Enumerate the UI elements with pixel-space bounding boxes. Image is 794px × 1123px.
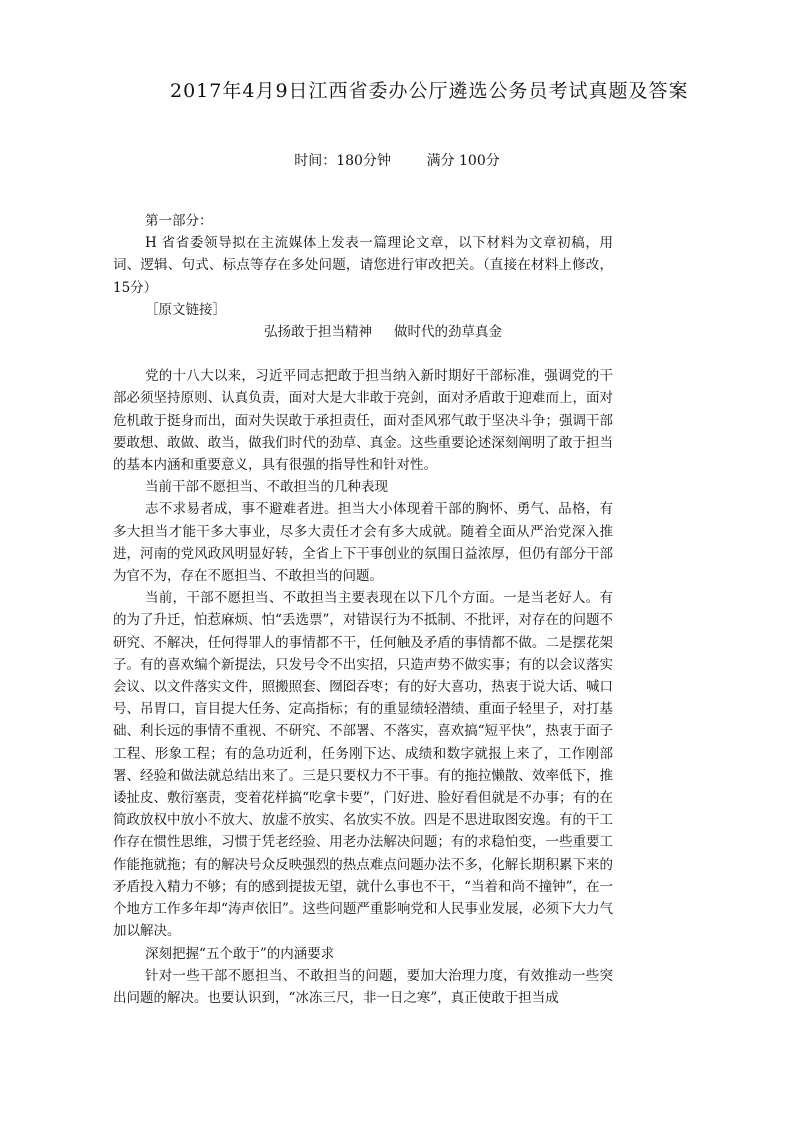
article-paragraph: 党的十八大以来，习近平同志把敢于担当纳入新时期好干部标准，强调党的干部必须坚持原则、认真负责，面对大是大非敢于亮剑，面对矛盾敢于迎难而上，面对危机敢于挺身而出，面对失误敢于承担责任，面对歪风邪气敢于坚决斗争；强调干部要敢想、敢做、敢当，做我们时代的劲草、真金。这些重要论述深刻阐明了敢于担当的基本内涵和重要意义，具有很强的指导性和针对性。 bbox=[113, 368, 613, 474]
article-paragraph: 志不求易者成，事不避难者进。担当大小体现着干部的胸怀、勇气、品格，有多大担当才能干多大事业，尽多大责任才会有多大成就。随着全面从严治党深入推进，河南的党风政风明显好转，全省上下干事创业的氛围日益浓厚，但仍有部分干部为官不为，存在不愿担当、不敢担当的问题。 bbox=[113, 501, 613, 585]
exam-time: 时间：180分钟 bbox=[294, 153, 391, 169]
part-instruction: H 省省委领导拟在主流媒体上发表一篇理论文章，以下材料为文章初稿，用词、逻辑、句式、标点等存在多处问题，请您进行审改把关。（直接在材料上修改，15分） bbox=[113, 235, 613, 296]
article-title-left: 弘扬敢于担当精神 bbox=[264, 324, 372, 341]
document-title: 2017年4月9日江西省委办公厅遴选公务员考试真题及答案 bbox=[170, 80, 689, 102]
exam-score: 满分 100分 bbox=[426, 153, 500, 169]
article-paragraph: 针对一些干部不愿担当、不敢担当的问题，要加大治理力度，有效推动一些突出问题的解决。也要认识到，“冰冻三尺，非一日之寒”，真正使敢于担当成 bbox=[113, 967, 613, 1006]
document-body bbox=[113, 210, 613, 1009]
article-title bbox=[113, 321, 613, 343]
article-paragraph: 当前，干部不愿担当、不敢担当主要表现在以下几个方面。一是当老好人。有的为了升迁，怕惹麻烦、怕“丢选票”，对错误行为不抵制、不批评，对存在的问题不研究、不解决，任何得罪人的事情都不干，任何触及矛盾的事情都不做。二是摆花架子。有的喜欢编个新提法，只发号令不出实招，只造声势不做实事；有的以会议落实会议、以文件落实文件，照搬照套、囫囵吞枣；有的好大喜功，热衷于说大话、喊口号、吊胃口，盲目提大任务、定高指标；有的重显绩轻潜绩、重面子轻里子，对打基础、利长远的事情不重视、不研究、不部署、不落实，喜欢搞“短平快”，热衷于面子工程、形象工程；有的急功近利，任务刚下达、成绩和数字就报上来了，工作刚部署、经验和做法就总结出来了。三是只要权力不干事。有的拖拉懒散、效率低下，推诿扯皮、敷衍塞责，变着花样搞“吃拿卡要”，门好进、脸好看但就是不办事；有的在简政放权中放小不放大、放虚不放实、名放实不放。四是不思进取图安逸。有的干工作存在惯性思维，习惯于凭老经验、用老办法解决问题；有的求稳怕变，一些重要工作能拖就拖；有的解决号众反映强烈的热点难点问题办法不多，化解长期积累下来的矛盾投入精力不够；有的感到提拔无望，就什么事也不干，“当着和尚不撞钟”，在一个地方工作多年却“涛声依旧”。这些问题严重影响党和人民事业发展，必须下大力气加以解决。 bbox=[113, 590, 613, 940]
article-title-right: 做时代的劲草真金 bbox=[394, 324, 502, 341]
exam-meta bbox=[0, 150, 794, 170]
source-link-label: ［原文链接］ bbox=[145, 301, 226, 318]
section-heading: 深刻把握“五个敢于”的内涵要求 bbox=[145, 945, 335, 962]
part-heading: 第一部分： bbox=[145, 213, 213, 229]
section-heading: 当前干部不愿担当、不敢担当的几种表现 bbox=[145, 479, 388, 496]
